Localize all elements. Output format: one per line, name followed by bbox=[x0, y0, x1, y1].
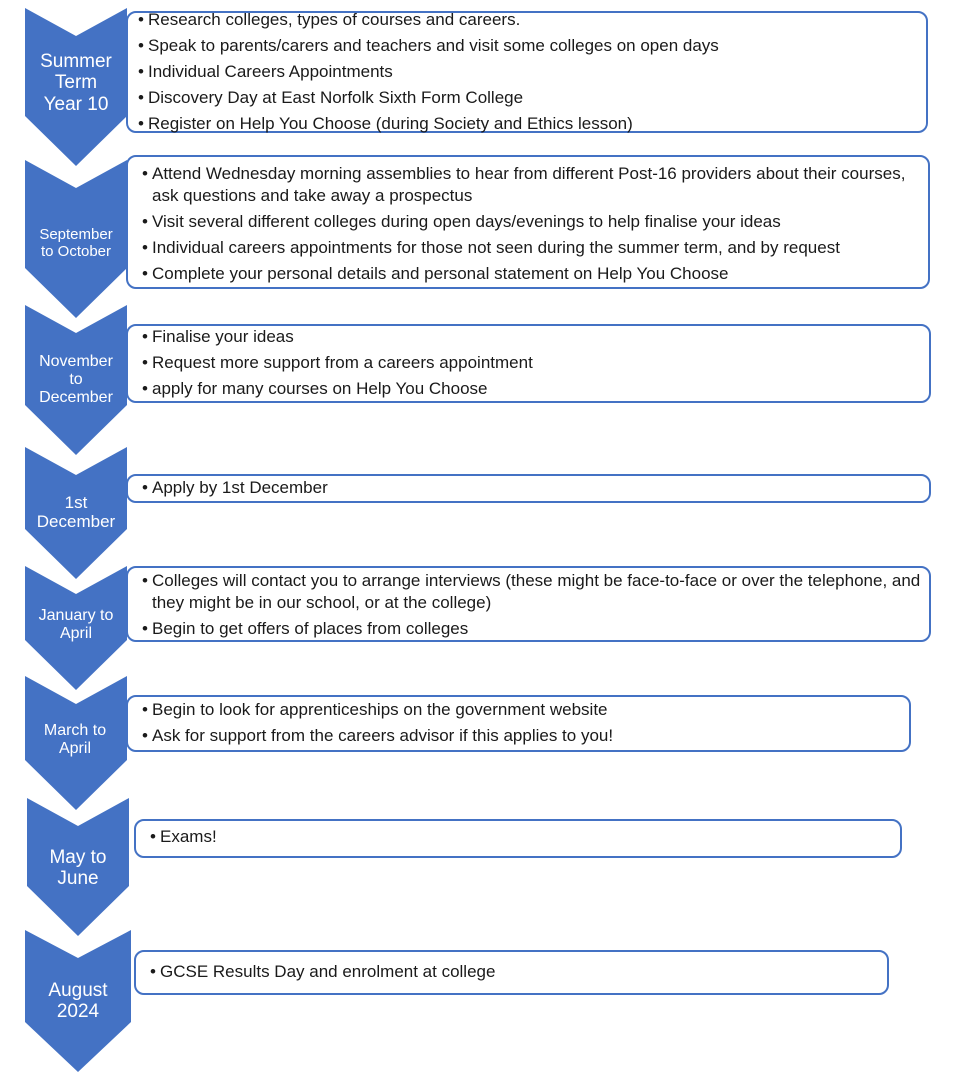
chevron-may-june bbox=[27, 798, 129, 938]
list-item: • GCSE Results Day and enrolment at college bbox=[150, 961, 887, 983]
chevron-label: September to October bbox=[39, 226, 113, 260]
chevron-1st-december bbox=[25, 447, 127, 581]
chevron-september-october bbox=[25, 160, 127, 320]
list-item: • Begin to get offers of places from colleges bbox=[142, 618, 923, 640]
step-box-september-october bbox=[126, 155, 930, 289]
step-box-august-2024 bbox=[134, 950, 889, 995]
list-item: • Speak to parents/carers and teachers and visit some colleges on open days bbox=[138, 35, 926, 57]
list-item: • Colleges will contact you to arrange interviews (these might be face-to-face or over the telephone, and they might be in our school, or at the college) bbox=[142, 570, 923, 614]
step-box-january-april bbox=[126, 566, 931, 642]
list-item: • Finalise your ideas bbox=[142, 326, 929, 348]
chevron-november-december bbox=[25, 305, 127, 457]
chevron-label: 1st December bbox=[36, 492, 116, 531]
list-item: • Ask for support from the careers advisor if this applies to you! bbox=[142, 725, 909, 747]
list-item: • Register on Help You Choose (during Society and Ethics lesson) bbox=[138, 113, 926, 135]
chevron-january-april bbox=[25, 566, 127, 692]
list-item: • Individual careers appointments for those not seen during the summer term, and by request bbox=[142, 237, 922, 259]
chevron-label: May to June bbox=[49, 846, 107, 889]
step-box-summer-term bbox=[126, 11, 928, 133]
list-item: • Begin to look for apprenticeships on the government website bbox=[142, 699, 909, 721]
list-item: • apply for many courses on Help You Choose bbox=[142, 378, 929, 400]
list-item: • Discovery Day at East Norfolk Sixth Form College bbox=[138, 87, 926, 109]
list-item: • Request more support from a careers appointment bbox=[142, 352, 929, 374]
list-item: • Individual Careers Appointments bbox=[138, 61, 926, 83]
chevron-summer-term bbox=[25, 8, 127, 168]
chevron-label: November to December bbox=[39, 353, 113, 406]
list-item: • Complete your personal details and personal statement on Help You Choose bbox=[142, 263, 922, 285]
chevron-august-2024 bbox=[25, 930, 131, 1074]
chevron-label: August 2024 bbox=[48, 979, 108, 1022]
step-box-1st-december bbox=[126, 474, 931, 503]
list-item: • Attend Wednesday morning assemblies to hear from different Post-16 providers about their courses, ask questions and take away a prospectus bbox=[142, 163, 922, 207]
chevron-label: January to April bbox=[38, 607, 114, 642]
list-item: • Apply by 1st December bbox=[142, 477, 929, 499]
list-item: • Exams! bbox=[150, 826, 900, 848]
step-box-november-december bbox=[126, 324, 931, 403]
step-box-march-april bbox=[126, 695, 911, 752]
step-box-may-june bbox=[134, 819, 902, 858]
chevron-label: Summer Term Year 10 bbox=[40, 51, 112, 115]
chevron-label: March to April bbox=[43, 722, 107, 757]
chevron-march-april bbox=[25, 676, 127, 812]
list-item: • Research colleges, types of courses and careers. bbox=[138, 9, 926, 31]
list-item: • Visit several different colleges during open days/evenings to help finalise your ideas bbox=[142, 211, 922, 233]
